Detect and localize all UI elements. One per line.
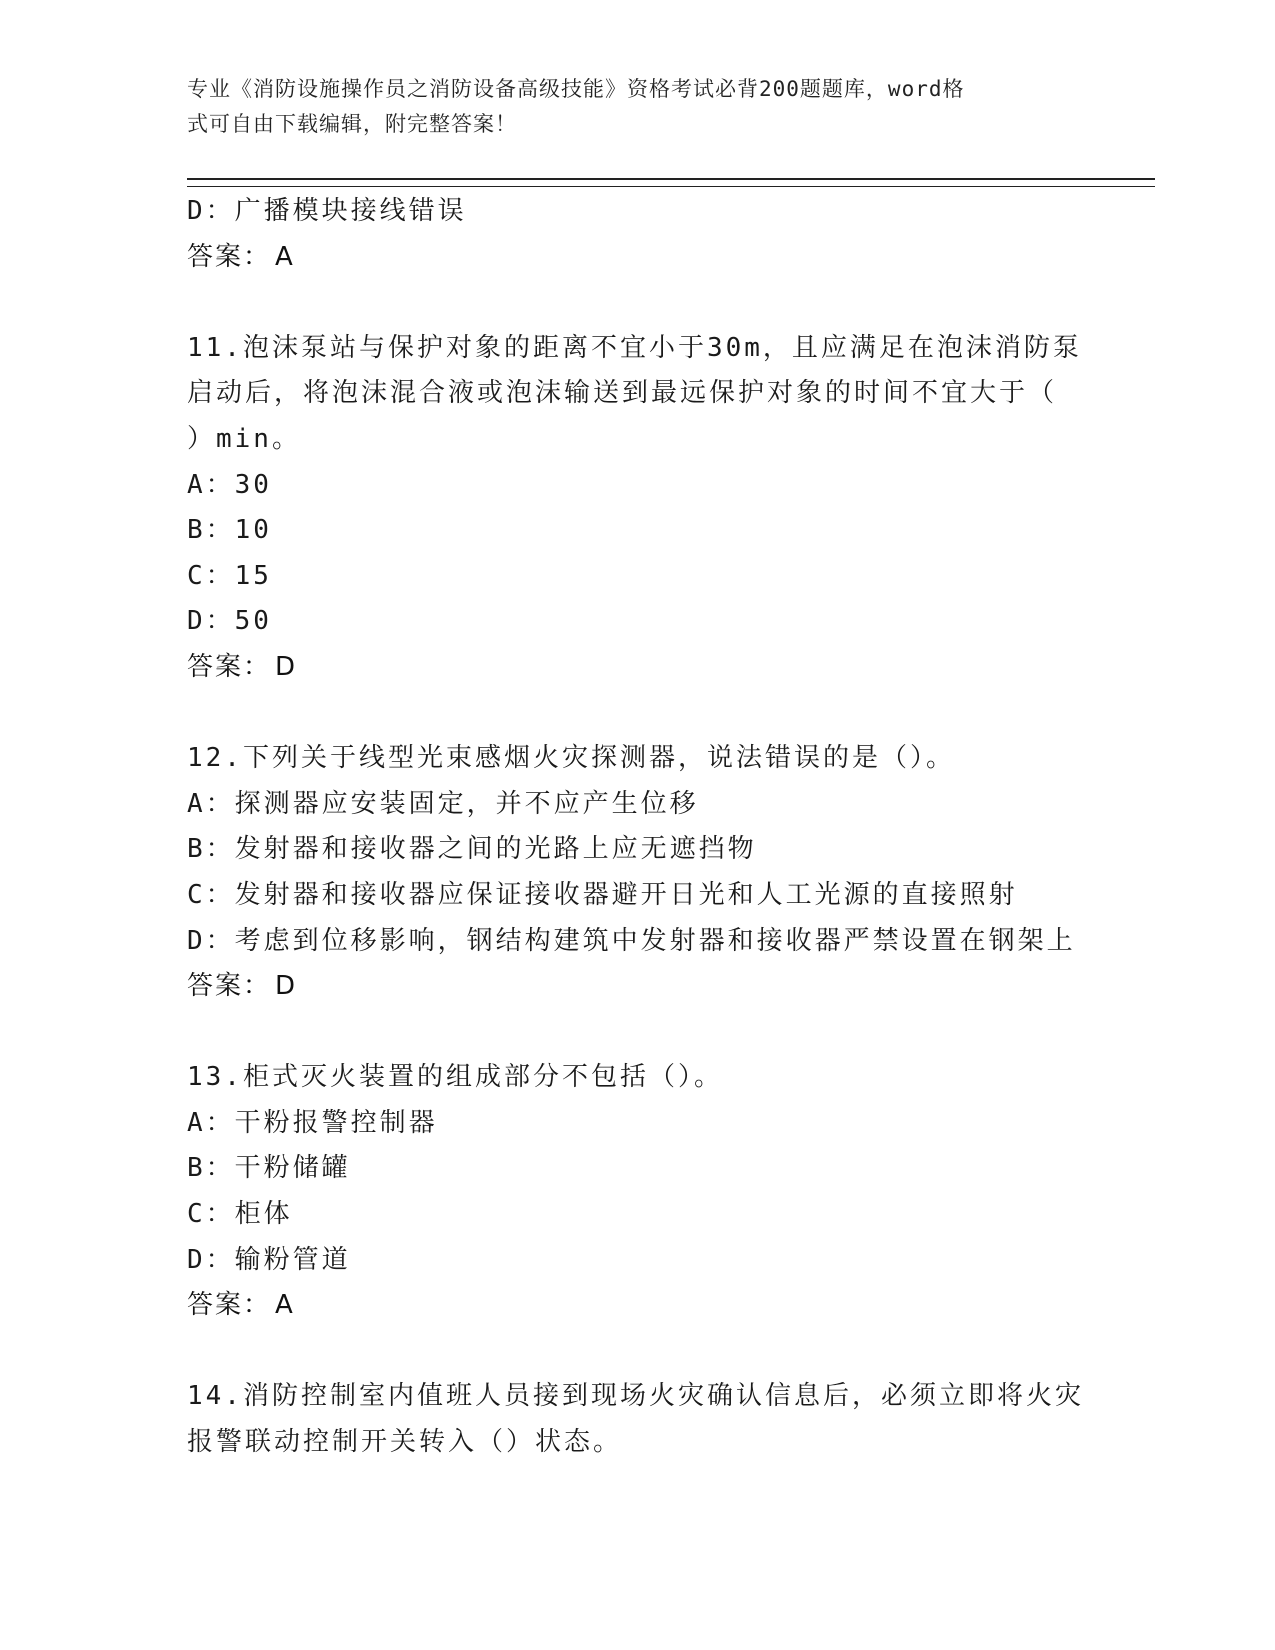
option-a: A：干粉报警控制器 <box>187 1107 438 1138</box>
question-12 <box>187 736 1087 1010</box>
question-stem-line: 12.下列关于线型光束感烟火灾探测器，说法错误的是（）。 <box>187 743 955 774</box>
answer-value: D <box>275 651 298 682</box>
answer-line <box>187 964 1087 1010</box>
question-stem-line: ）min。 <box>187 423 301 454</box>
question-fragment <box>187 189 1087 280</box>
answer-label: 答案： <box>187 241 272 272</box>
question-13 <box>187 1055 1087 1329</box>
document-header <box>187 72 1067 142</box>
answer-label: 答案： <box>187 1290 272 1321</box>
option-c: C：15 <box>187 560 272 591</box>
option-d: D：50 <box>187 606 272 637</box>
question-stem-line: 14.消防控制室内值班人员接到现场火灾确认信息后，必须立即将火灾 <box>187 1381 1084 1412</box>
option-c: C：柜体 <box>187 1199 293 1230</box>
header-line-1: 专业《消防设施操作员之消防设备高级技能》资格考试必背200题题库，word格 <box>187 77 965 101</box>
header-divider <box>187 178 1155 187</box>
question-stem-line: 13.柜式灭火装置的组成部分不包括（）。 <box>187 1062 723 1093</box>
option-d: D：考虑到位移影响，钢结构建筑中发射器和接收器严禁设置在钢架上 <box>187 925 1076 956</box>
option-d: D：输粉管道 <box>187 1244 351 1275</box>
option-b: B：干粉储罐 <box>187 1153 351 1184</box>
header-line-2: 式可自由下载编辑，附完整答案！ <box>187 112 517 136</box>
option-a: A：30 <box>187 469 272 500</box>
answer-value: A <box>275 241 295 272</box>
answer-value: D <box>275 971 298 1002</box>
option-d: D：广播模块接线错误 <box>187 196 467 226</box>
option-a: A：探测器应安装固定，并不应产生位移 <box>187 788 699 819</box>
spacer <box>187 691 1087 737</box>
spacer <box>187 1010 1087 1056</box>
answer-line <box>187 1283 1087 1329</box>
option-b: B：发射器和接收器之间的光路上应无遮挡物 <box>187 834 757 865</box>
question-list <box>187 189 1087 1466</box>
answer-line <box>187 645 1087 691</box>
question-14 <box>187 1374 1087 1465</box>
answer-label: 答案： <box>187 971 272 1002</box>
question-stem-line: 启动后，将泡沫混合液或泡沫输送到最远保护对象的时间不宜大于（ <box>187 378 1058 409</box>
option-b: B：10 <box>187 515 272 546</box>
option-c: C：发射器和接收器应保证接收器避开日光和人工光源的直接照射 <box>187 879 1018 910</box>
answer-value: A <box>275 1290 295 1321</box>
question-11 <box>187 326 1087 691</box>
question-stem-line: 报警联动控制开关转入（）状态。 <box>187 1427 623 1458</box>
question-stem-line: 11.泡沫泵站与保护对象的距离不宜小于30m，且应满足在泡沫消防泵 <box>187 332 1082 363</box>
spacer <box>187 1329 1087 1375</box>
answer-line <box>187 235 1087 281</box>
answer-label: 答案： <box>187 651 272 682</box>
spacer <box>187 280 1087 326</box>
